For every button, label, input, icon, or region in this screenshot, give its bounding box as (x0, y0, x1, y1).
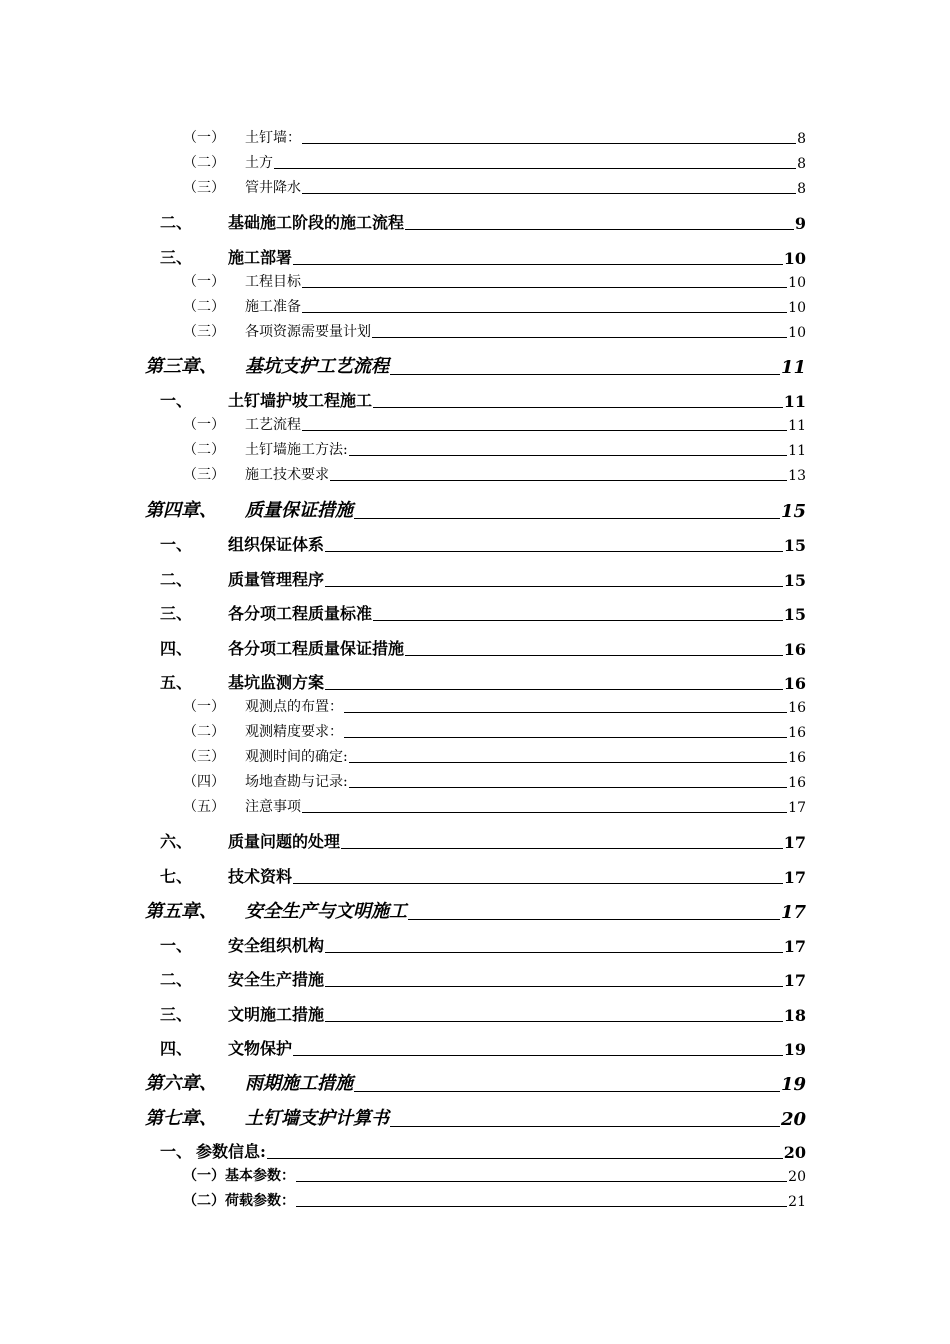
toc-entry-page-number: 8 (797, 181, 806, 197)
toc-entry-title: 各项资源需要量计划 (245, 324, 371, 340)
toc-entry-page-number: 11 (783, 392, 806, 411)
toc-entry-page-number: 20 (788, 1169, 806, 1185)
toc-entry-title: 组织保证体系 (228, 535, 325, 554)
toc-entry-number: 第七章、 (145, 1108, 217, 1129)
toc-entry-title: 观测精度要求： (245, 724, 343, 740)
toc-entry[interactable] (160, 1140, 806, 1162)
toc-entry-title: 文明施工措施 (228, 1005, 325, 1024)
toc-leader-line (372, 336, 787, 338)
toc-entry[interactable] (160, 1003, 806, 1025)
toc-entry-page-number: 20 (780, 1109, 806, 1130)
toc-entry-page-number: 10 (788, 300, 806, 316)
toc-entry[interactable] (183, 414, 806, 434)
toc-entry[interactable] (183, 439, 806, 459)
toc-entry[interactable] (145, 498, 806, 522)
toc-entry-title: 基坑监测方案 (228, 673, 325, 692)
toc-leader-line (349, 454, 787, 456)
toc-entry-number: （一） (183, 274, 225, 290)
toc-entry-page-number: 19 (783, 1040, 806, 1059)
toc-entry-page-number: 8 (797, 131, 806, 147)
toc-entry-number: 一、 (160, 1142, 193, 1161)
toc-leader-line (325, 1020, 783, 1022)
toc-entry-number: 第三章、 (145, 356, 217, 377)
toc-entry-title: 质量管理程序 (228, 570, 325, 589)
toc-entry-number: 三、 (160, 1005, 193, 1024)
toc-entry[interactable] (160, 865, 806, 887)
toc-entry-page-number: 17 (783, 937, 806, 956)
toc-entry-title: 管井降水 (245, 180, 301, 196)
toc-leader-line (302, 811, 787, 813)
toc-leader-line (302, 192, 796, 194)
toc-entry[interactable] (160, 968, 806, 990)
toc-leader-line (344, 711, 787, 713)
toc-entry-page-number: 11 (788, 418, 806, 434)
toc-entry[interactable] (160, 602, 806, 624)
toc-entry-title: 观测点的布置： (245, 699, 343, 715)
toc-entry[interactable] (183, 296, 806, 316)
toc-entry-title: 安全生产与文明施工 (245, 901, 407, 922)
toc-entry[interactable] (183, 464, 806, 484)
toc-entry-page-number: 15 (783, 571, 806, 590)
toc-leader-line (325, 688, 783, 690)
toc-leader-line (325, 951, 783, 953)
toc-entry-page-number: 16 (783, 674, 806, 693)
toc-entry-number: 一、 (160, 936, 193, 955)
toc-entry-title: 土钉墙施工方法: (245, 442, 348, 458)
toc-leader-line (390, 1125, 780, 1127)
toc-leader-line (330, 479, 787, 481)
toc-entry[interactable] (160, 637, 806, 659)
toc-entry[interactable] (160, 533, 806, 555)
toc-leader-line (293, 1054, 783, 1056)
toc-entry-page-number: 9 (794, 214, 806, 233)
toc-entry-title: 各分项工程质量标准 (228, 604, 373, 623)
toc-entry-number: （二） (183, 155, 225, 171)
toc-leader-line (325, 550, 783, 552)
toc-entry-title: 施工部署 (228, 248, 293, 267)
toc-entry-title: 施工准备 (245, 299, 301, 315)
toc-leader-line (302, 311, 787, 313)
toc-entry-page-number: 11 (780, 357, 806, 378)
toc-entry-number: （一） (183, 699, 225, 715)
toc-entry[interactable] (183, 796, 806, 816)
toc-entry-page-number: 20 (783, 1143, 806, 1162)
toc-leader-line (293, 263, 783, 265)
toc-entry-page-number: 8 (797, 156, 806, 172)
toc-entry-page-number: 19 (780, 1074, 806, 1095)
toc-entry-title: 注意事项 (245, 799, 301, 815)
toc-entry-title: 土钉墙： (245, 130, 301, 146)
toc-entry-page-number: 15 (780, 501, 806, 522)
toc-entry-title: 安全生产措施 (228, 970, 325, 989)
toc-entry-number: 六、 (160, 832, 193, 851)
toc-leader-line (354, 517, 780, 519)
toc-entry-page-number: 16 (783, 640, 806, 659)
toc-entry[interactable] (183, 771, 806, 791)
toc-entry-number: 七、 (160, 867, 193, 886)
toc-entry[interactable] (145, 899, 806, 923)
toc-leader-line (349, 786, 787, 788)
toc-entry[interactable] (145, 1106, 806, 1130)
toc-entry-page-number: 10 (783, 249, 806, 268)
toc-entry-page-number: 17 (780, 902, 806, 923)
toc-entry-title: 质量问题的处理 (228, 832, 341, 851)
toc-entry-number: 五、 (160, 673, 193, 692)
toc-leader-line (325, 585, 783, 587)
toc-leader-line (296, 1205, 787, 1207)
toc-entry-page-number: 16 (788, 725, 806, 741)
toc-entry-number: （四） (183, 774, 225, 790)
toc-entry-page-number: 11 (788, 443, 806, 459)
toc-leader-line (302, 286, 787, 288)
toc-leader-line (341, 847, 783, 849)
toc-entry-number: （五） (183, 799, 225, 815)
toc-leader-line (302, 142, 796, 144)
toc-entry-title: 基础施工阶段的施工流程 (228, 213, 405, 232)
toc-entry-number: （二） (183, 299, 225, 315)
toc-leader-line (405, 228, 794, 230)
toc-entry[interactable] (183, 321, 806, 341)
toc-entry-number: 二、 (160, 213, 193, 232)
toc-entry[interactable] (183, 177, 806, 197)
toc-leader-line (408, 918, 780, 920)
toc-leader-line (390, 373, 780, 375)
toc-entry[interactable] (183, 721, 806, 741)
toc-entry[interactable] (160, 246, 806, 268)
toc-entry-title: 参数信息: (196, 1142, 266, 1161)
toc-leader-line (267, 1157, 783, 1159)
toc-entry[interactable] (183, 152, 806, 172)
toc-leader-line (293, 882, 783, 884)
toc-entry-number: 第六章、 (145, 1073, 217, 1094)
toc-entry-page-number: 17 (788, 800, 806, 816)
toc-entry-title: 土钉墙支护计算书 (245, 1108, 389, 1129)
toc-leader-line (349, 761, 787, 763)
toc-entry-title: 基本参数： (225, 1168, 295, 1184)
toc-leader-line (405, 654, 783, 656)
toc-entry-title: 雨期施工措施 (245, 1073, 353, 1094)
toc-entry-title: 安全组织机构 (228, 936, 325, 955)
toc-entry-number: 一、 (160, 535, 193, 554)
toc-entry-page-number: 13 (788, 468, 806, 484)
toc-entry-number: （二） (183, 724, 225, 740)
toc-leader-line (344, 736, 787, 738)
toc-entry-number: （一） (183, 1168, 225, 1184)
toc-entry[interactable] (183, 1190, 806, 1210)
toc-entry-title: 质量保证措施 (245, 500, 353, 521)
toc-entry-number: 一、 (160, 391, 193, 410)
toc-entry-page-number: 17 (783, 833, 806, 852)
toc-entry-number: （二） (183, 1193, 225, 1209)
toc-entry-page-number: 17 (783, 971, 806, 990)
toc-entry-number: 三、 (160, 248, 193, 267)
toc-entry[interactable] (160, 830, 806, 852)
toc-entry-title: 工艺流程 (245, 417, 301, 433)
toc-entry-number: （一） (183, 130, 225, 146)
toc-entry-number: 第四章、 (145, 500, 217, 521)
toc-entry-number: 第五章、 (145, 901, 217, 922)
toc-entry-number: 二、 (160, 570, 193, 589)
toc-entry-page-number: 16 (788, 700, 806, 716)
toc-entry-page-number: 16 (788, 775, 806, 791)
toc-entry[interactable] (160, 671, 806, 693)
toc-entry-page-number: 17 (783, 868, 806, 887)
toc-leader-line (296, 1180, 787, 1182)
toc-entry-number: （三） (183, 324, 225, 340)
toc-entry[interactable] (183, 746, 806, 766)
toc-entry-title: 荷载参数： (225, 1193, 295, 1209)
toc-entry-number: （三） (183, 749, 225, 765)
toc-entry[interactable] (160, 568, 806, 590)
toc-entry-title: 土方 (245, 155, 273, 171)
toc-entry-number: （一） (183, 417, 225, 433)
toc-entry-title: 场地查勘与记录: (245, 774, 348, 790)
toc-entry-page-number: 15 (783, 605, 806, 624)
toc-entry-page-number: 10 (788, 275, 806, 291)
toc-entry[interactable] (183, 696, 806, 716)
toc-entry[interactable] (160, 1037, 806, 1059)
toc-entry[interactable] (183, 127, 806, 147)
toc-entry[interactable] (160, 934, 806, 956)
toc-entry-page-number: 18 (783, 1006, 806, 1025)
toc-entry-page-number: 16 (788, 750, 806, 766)
toc-entry[interactable] (183, 271, 806, 291)
toc-entry-number: （三） (183, 180, 225, 196)
toc-entry-number: 四、 (160, 639, 193, 658)
toc-entry-title: 文物保护 (228, 1039, 293, 1058)
toc-entry-title: 观测时间的确定: (245, 749, 348, 765)
toc-entry[interactable] (160, 389, 806, 411)
toc-entry-number: （三） (183, 467, 225, 483)
toc-entry-number: 四、 (160, 1039, 193, 1058)
toc-entry-title: 各分项工程质量保证措施 (228, 639, 405, 658)
toc-entry-page-number: 21 (788, 1194, 806, 1210)
toc-entry-number: 三、 (160, 604, 193, 623)
toc-entry[interactable] (145, 1071, 806, 1095)
toc-entry-title: 技术资料 (228, 867, 293, 886)
toc-entry-title: 工程目标 (245, 274, 301, 290)
toc-entry-page-number: 15 (783, 536, 806, 555)
toc-entry-title: 基坑支护工艺流程 (245, 356, 389, 377)
toc-entry[interactable] (145, 354, 806, 378)
toc-leader-line (325, 985, 783, 987)
toc-leader-line (274, 167, 796, 169)
toc-entry-number: 二、 (160, 970, 193, 989)
toc-entry[interactable] (183, 1165, 806, 1185)
toc-entry-title: 施工技术要求 (245, 467, 329, 483)
toc-entry-title: 土钉墙护坡工程施工 (228, 391, 373, 410)
toc-entry[interactable] (160, 211, 806, 233)
toc-leader-line (373, 406, 783, 408)
toc-entry-number: （二） (183, 442, 225, 458)
toc-leader-line (302, 429, 787, 431)
toc-entry-page-number: 10 (788, 325, 806, 341)
toc-leader-line (354, 1090, 780, 1092)
toc-leader-line (373, 619, 783, 621)
